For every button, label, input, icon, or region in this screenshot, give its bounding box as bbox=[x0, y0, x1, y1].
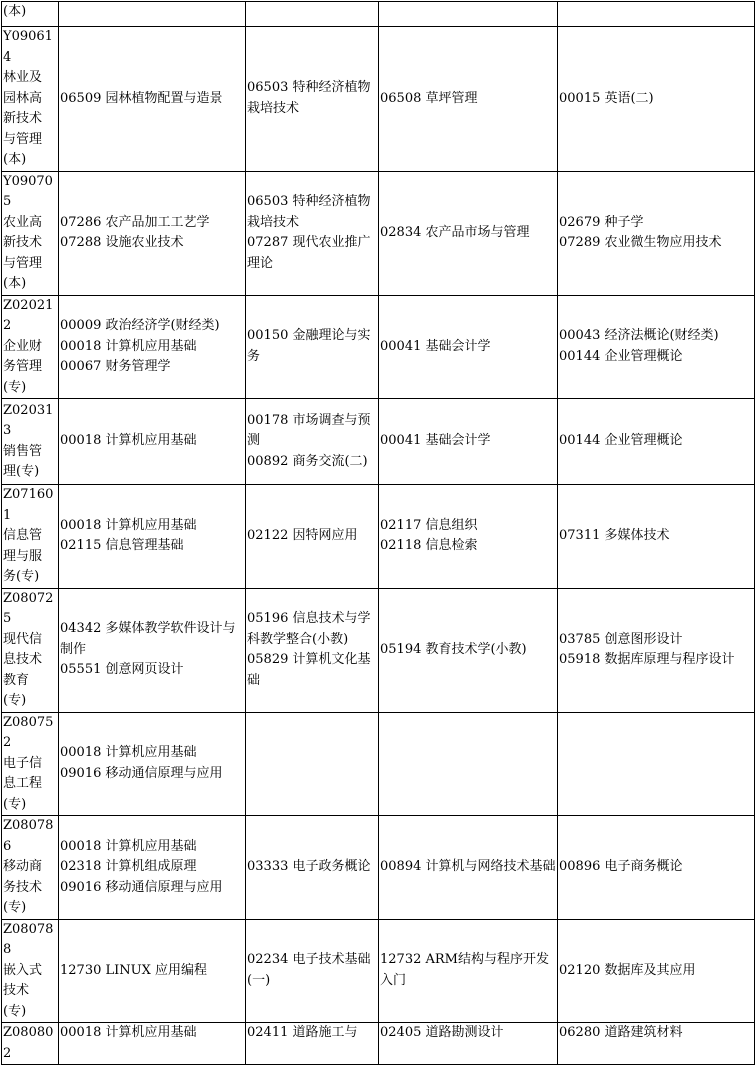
course-entry: 03333 电子政务概论 bbox=[247, 859, 371, 874]
major-text: (本) bbox=[3, 152, 27, 167]
course-cell-1 bbox=[59, 27, 246, 172]
major-cell bbox=[2, 399, 59, 485]
table-row bbox=[2, 485, 755, 589]
major-text: (专) bbox=[3, 1003, 27, 1019]
course-entry: 12732 ARM结构与程序开发入门 bbox=[380, 952, 549, 988]
table-row bbox=[2, 2, 755, 27]
major-text: 务管理 bbox=[3, 359, 43, 374]
course-entry: 12730 LINUX 应用编程 bbox=[60, 962, 207, 978]
major-text: 园林高 bbox=[3, 90, 43, 106]
major-text: Z080788 bbox=[3, 921, 54, 957]
major-text: 息技术 bbox=[3, 652, 43, 667]
major-text: Z080786 bbox=[3, 818, 54, 854]
course-cell-4 bbox=[558, 1023, 755, 1065]
course-entry: 00043 经济法概论(财经类) bbox=[559, 328, 719, 344]
major-text: 理(专) bbox=[3, 464, 40, 479]
major-text: 企业财 bbox=[3, 338, 43, 354]
course-cell-2 bbox=[246, 588, 379, 712]
course-entry: 06503 特种经济植物栽培技术 bbox=[247, 80, 371, 116]
major-cell bbox=[2, 919, 59, 1023]
course-entry: 00892 商务交流(二) bbox=[247, 453, 368, 469]
major-text: 与管理 bbox=[3, 131, 43, 147]
major-text: 移动商 bbox=[3, 859, 43, 874]
major-text: 电子信 bbox=[3, 755, 43, 771]
course-cell-2 bbox=[246, 171, 379, 295]
major-text: (本) bbox=[3, 4, 27, 19]
course-entry: 00894 计算机与网络技术基础 bbox=[380, 859, 556, 874]
course-cell-3 bbox=[379, 171, 558, 295]
course-entry: 06509 园林植物配置与造景 bbox=[60, 90, 223, 106]
course-cell-3 bbox=[379, 485, 558, 589]
major-text: Z080802 bbox=[3, 1025, 54, 1061]
course-entry: 06503 特种经济植物栽培技术 bbox=[247, 194, 371, 230]
major-text: 务(专) bbox=[3, 569, 40, 584]
course-entry: 00896 电子商务概论 bbox=[559, 859, 683, 874]
course-cell-4 bbox=[558, 919, 755, 1023]
table-row bbox=[2, 816, 755, 920]
course-entry: 02122 因特网应用 bbox=[247, 528, 358, 543]
course-cell-3 bbox=[379, 588, 558, 712]
major-text: Z020212 bbox=[3, 297, 54, 333]
course-entry: 05918 数据库原理与程序设计 bbox=[559, 652, 735, 667]
course-cell-2 bbox=[246, 919, 379, 1023]
course-entry: 00041 基础会计学 bbox=[380, 338, 491, 354]
course-entry: 00018 计算机应用基础 bbox=[60, 433, 197, 449]
course-entry: 02679 种子学 bbox=[559, 214, 644, 230]
major-text: 新技术 bbox=[3, 111, 43, 126]
course-cell-1 bbox=[59, 2, 246, 27]
major-cell bbox=[2, 295, 59, 399]
major-text: Z071601 bbox=[3, 487, 54, 523]
course-entry: 02118 信息检索 bbox=[380, 538, 478, 554]
table-row bbox=[2, 919, 755, 1023]
major-text: 现代信 bbox=[3, 631, 43, 647]
major-cell bbox=[2, 712, 59, 816]
major-cell bbox=[2, 816, 59, 920]
course-cell-3 bbox=[379, 712, 558, 816]
course-cell-3 bbox=[379, 295, 558, 399]
course-entry: 00009 政治经济学(财经类) bbox=[60, 318, 220, 333]
major-text: (专) bbox=[3, 900, 27, 915]
exam-course-table bbox=[1, 1, 755, 1065]
major-text: 息工程 bbox=[3, 776, 43, 791]
course-entry: 09016 移动通信原理与应用 bbox=[60, 765, 223, 781]
course-cell-1 bbox=[59, 712, 246, 816]
course-entry: 04342 多媒体教学软件设计与制作 bbox=[60, 621, 236, 657]
course-cell-1 bbox=[59, 588, 246, 712]
major-text: 农业高 bbox=[3, 214, 43, 230]
major-text: (本) bbox=[3, 276, 27, 291]
course-cell-3 bbox=[379, 816, 558, 920]
major-text: (专) bbox=[3, 693, 27, 708]
course-cell-4 bbox=[558, 295, 755, 399]
major-text: Y090614 bbox=[3, 29, 53, 65]
major-text: Z080752 bbox=[3, 714, 54, 750]
course-entry: 03785 创意图形设计 bbox=[559, 631, 683, 647]
course-cell-1 bbox=[59, 1023, 246, 1065]
course-cell-2 bbox=[246, 295, 379, 399]
course-cell-4 bbox=[558, 712, 755, 816]
table-row bbox=[2, 588, 755, 712]
course-entry: 02411 道路施工与 bbox=[247, 1025, 358, 1040]
course-cell-1 bbox=[59, 485, 246, 589]
course-cell-3 bbox=[379, 399, 558, 485]
major-text: 销售管 bbox=[3, 443, 43, 459]
course-entry: 07286 农产品加工工艺学 bbox=[60, 214, 210, 230]
course-entry: 09016 移动通信原理与应用 bbox=[60, 879, 223, 895]
major-cell bbox=[2, 485, 59, 589]
major-text: 技术 bbox=[3, 983, 30, 998]
course-entry: 02318 计算机组成原理 bbox=[60, 859, 197, 874]
course-entry: 00144 企业管理概论 bbox=[559, 433, 683, 449]
course-cell-1 bbox=[59, 816, 246, 920]
course-cell-1 bbox=[59, 171, 246, 295]
major-text: Y090705 bbox=[3, 173, 53, 209]
course-cell-4 bbox=[558, 816, 755, 920]
course-entry: 06508 草坪管理 bbox=[380, 90, 478, 106]
course-entry: 00018 计算机应用基础 bbox=[60, 338, 197, 354]
course-entry: 07287 现代农业推广理论 bbox=[247, 235, 371, 271]
course-cell-4 bbox=[558, 588, 755, 712]
major-text: Z020313 bbox=[3, 402, 54, 438]
course-entry: 00144 企业管理概论 bbox=[559, 348, 683, 364]
course-cell-4 bbox=[558, 27, 755, 172]
course-entry: 00018 计算机应用基础 bbox=[60, 517, 197, 533]
course-entry: 05196 信息技术与学科教学整合(小教) bbox=[247, 611, 371, 647]
major-text: 新技术 bbox=[3, 235, 43, 250]
course-cell-2 bbox=[246, 816, 379, 920]
major-text: 教育 bbox=[3, 672, 30, 688]
course-entry: 06280 道路建筑材料 bbox=[559, 1025, 683, 1040]
course-entry: 02834 农产品市场与管理 bbox=[380, 224, 530, 240]
course-entry: 05551 创意网页设计 bbox=[60, 662, 184, 678]
course-cell-2 bbox=[246, 27, 379, 172]
course-entry: 00018 计算机应用基础 bbox=[60, 745, 197, 761]
course-entry: 02234 电子技术基础(一) bbox=[247, 952, 371, 988]
course-cell-1 bbox=[59, 295, 246, 399]
course-entry: 02115 信息管理基础 bbox=[60, 538, 184, 554]
major-text: 与管理 bbox=[3, 255, 43, 271]
table-row bbox=[2, 712, 755, 816]
major-text: 嵌入式 bbox=[3, 962, 43, 978]
major-text: (专) bbox=[3, 379, 27, 395]
course-entry: 02117 信息组织 bbox=[380, 517, 478, 533]
major-cell bbox=[2, 27, 59, 172]
course-entry: 00178 市场调查与预测 bbox=[247, 412, 371, 449]
course-cell-2 bbox=[246, 2, 379, 27]
major-text: 信息管 bbox=[3, 528, 43, 543]
course-entry: 02120 数据库及其应用 bbox=[559, 962, 696, 978]
course-entry: 07311 多媒体技术 bbox=[559, 528, 670, 543]
course-entry: 00067 财务管理学 bbox=[60, 359, 171, 374]
major-cell bbox=[2, 1023, 59, 1065]
table-row bbox=[2, 399, 755, 485]
major-text: 林业及 bbox=[3, 70, 43, 85]
major-text: 理与服 bbox=[3, 548, 43, 564]
course-cell-1 bbox=[59, 919, 246, 1023]
course-entry: 05194 教育技术学(小教) bbox=[380, 641, 527, 657]
course-cell-2 bbox=[246, 712, 379, 816]
course-entry: 07288 设施农业技术 bbox=[60, 235, 184, 250]
major-text: 务技术 bbox=[3, 879, 43, 895]
course-entry: 05829 计算机文化基础 bbox=[247, 652, 371, 688]
course-entry: 00041 基础会计学 bbox=[380, 433, 491, 449]
table-row bbox=[2, 27, 755, 172]
table-row bbox=[2, 1023, 755, 1065]
course-entry: 07289 农业微生物应用技术 bbox=[559, 235, 722, 250]
course-cell-1 bbox=[59, 399, 246, 485]
course-cell-3 bbox=[379, 2, 558, 27]
course-cell-2 bbox=[246, 485, 379, 589]
course-entry: 02405 道路勘测设计 bbox=[380, 1025, 504, 1040]
table-body bbox=[2, 2, 755, 1065]
course-entry: 00015 英语(二) bbox=[559, 90, 654, 106]
course-cell-4 bbox=[558, 2, 755, 27]
course-cell-3 bbox=[379, 27, 558, 172]
course-entry: 00150 金融理论与实务 bbox=[247, 328, 371, 364]
course-entry: 00018 计算机应用基础 bbox=[60, 1025, 197, 1040]
course-cell-3 bbox=[379, 919, 558, 1023]
table-row bbox=[2, 295, 755, 399]
course-cell-2 bbox=[246, 399, 379, 485]
course-cell-3 bbox=[379, 1023, 558, 1065]
major-text: (专) bbox=[3, 796, 27, 812]
major-cell bbox=[2, 2, 59, 27]
course-cell-4 bbox=[558, 399, 755, 485]
course-entry: 00018 计算机应用基础 bbox=[60, 838, 197, 854]
course-cell-4 bbox=[558, 485, 755, 589]
course-cell-2 bbox=[246, 1023, 379, 1065]
major-cell bbox=[2, 588, 59, 712]
major-cell bbox=[2, 171, 59, 295]
major-text: Z080725 bbox=[3, 590, 54, 626]
course-cell-4 bbox=[558, 171, 755, 295]
table-row bbox=[2, 171, 755, 295]
